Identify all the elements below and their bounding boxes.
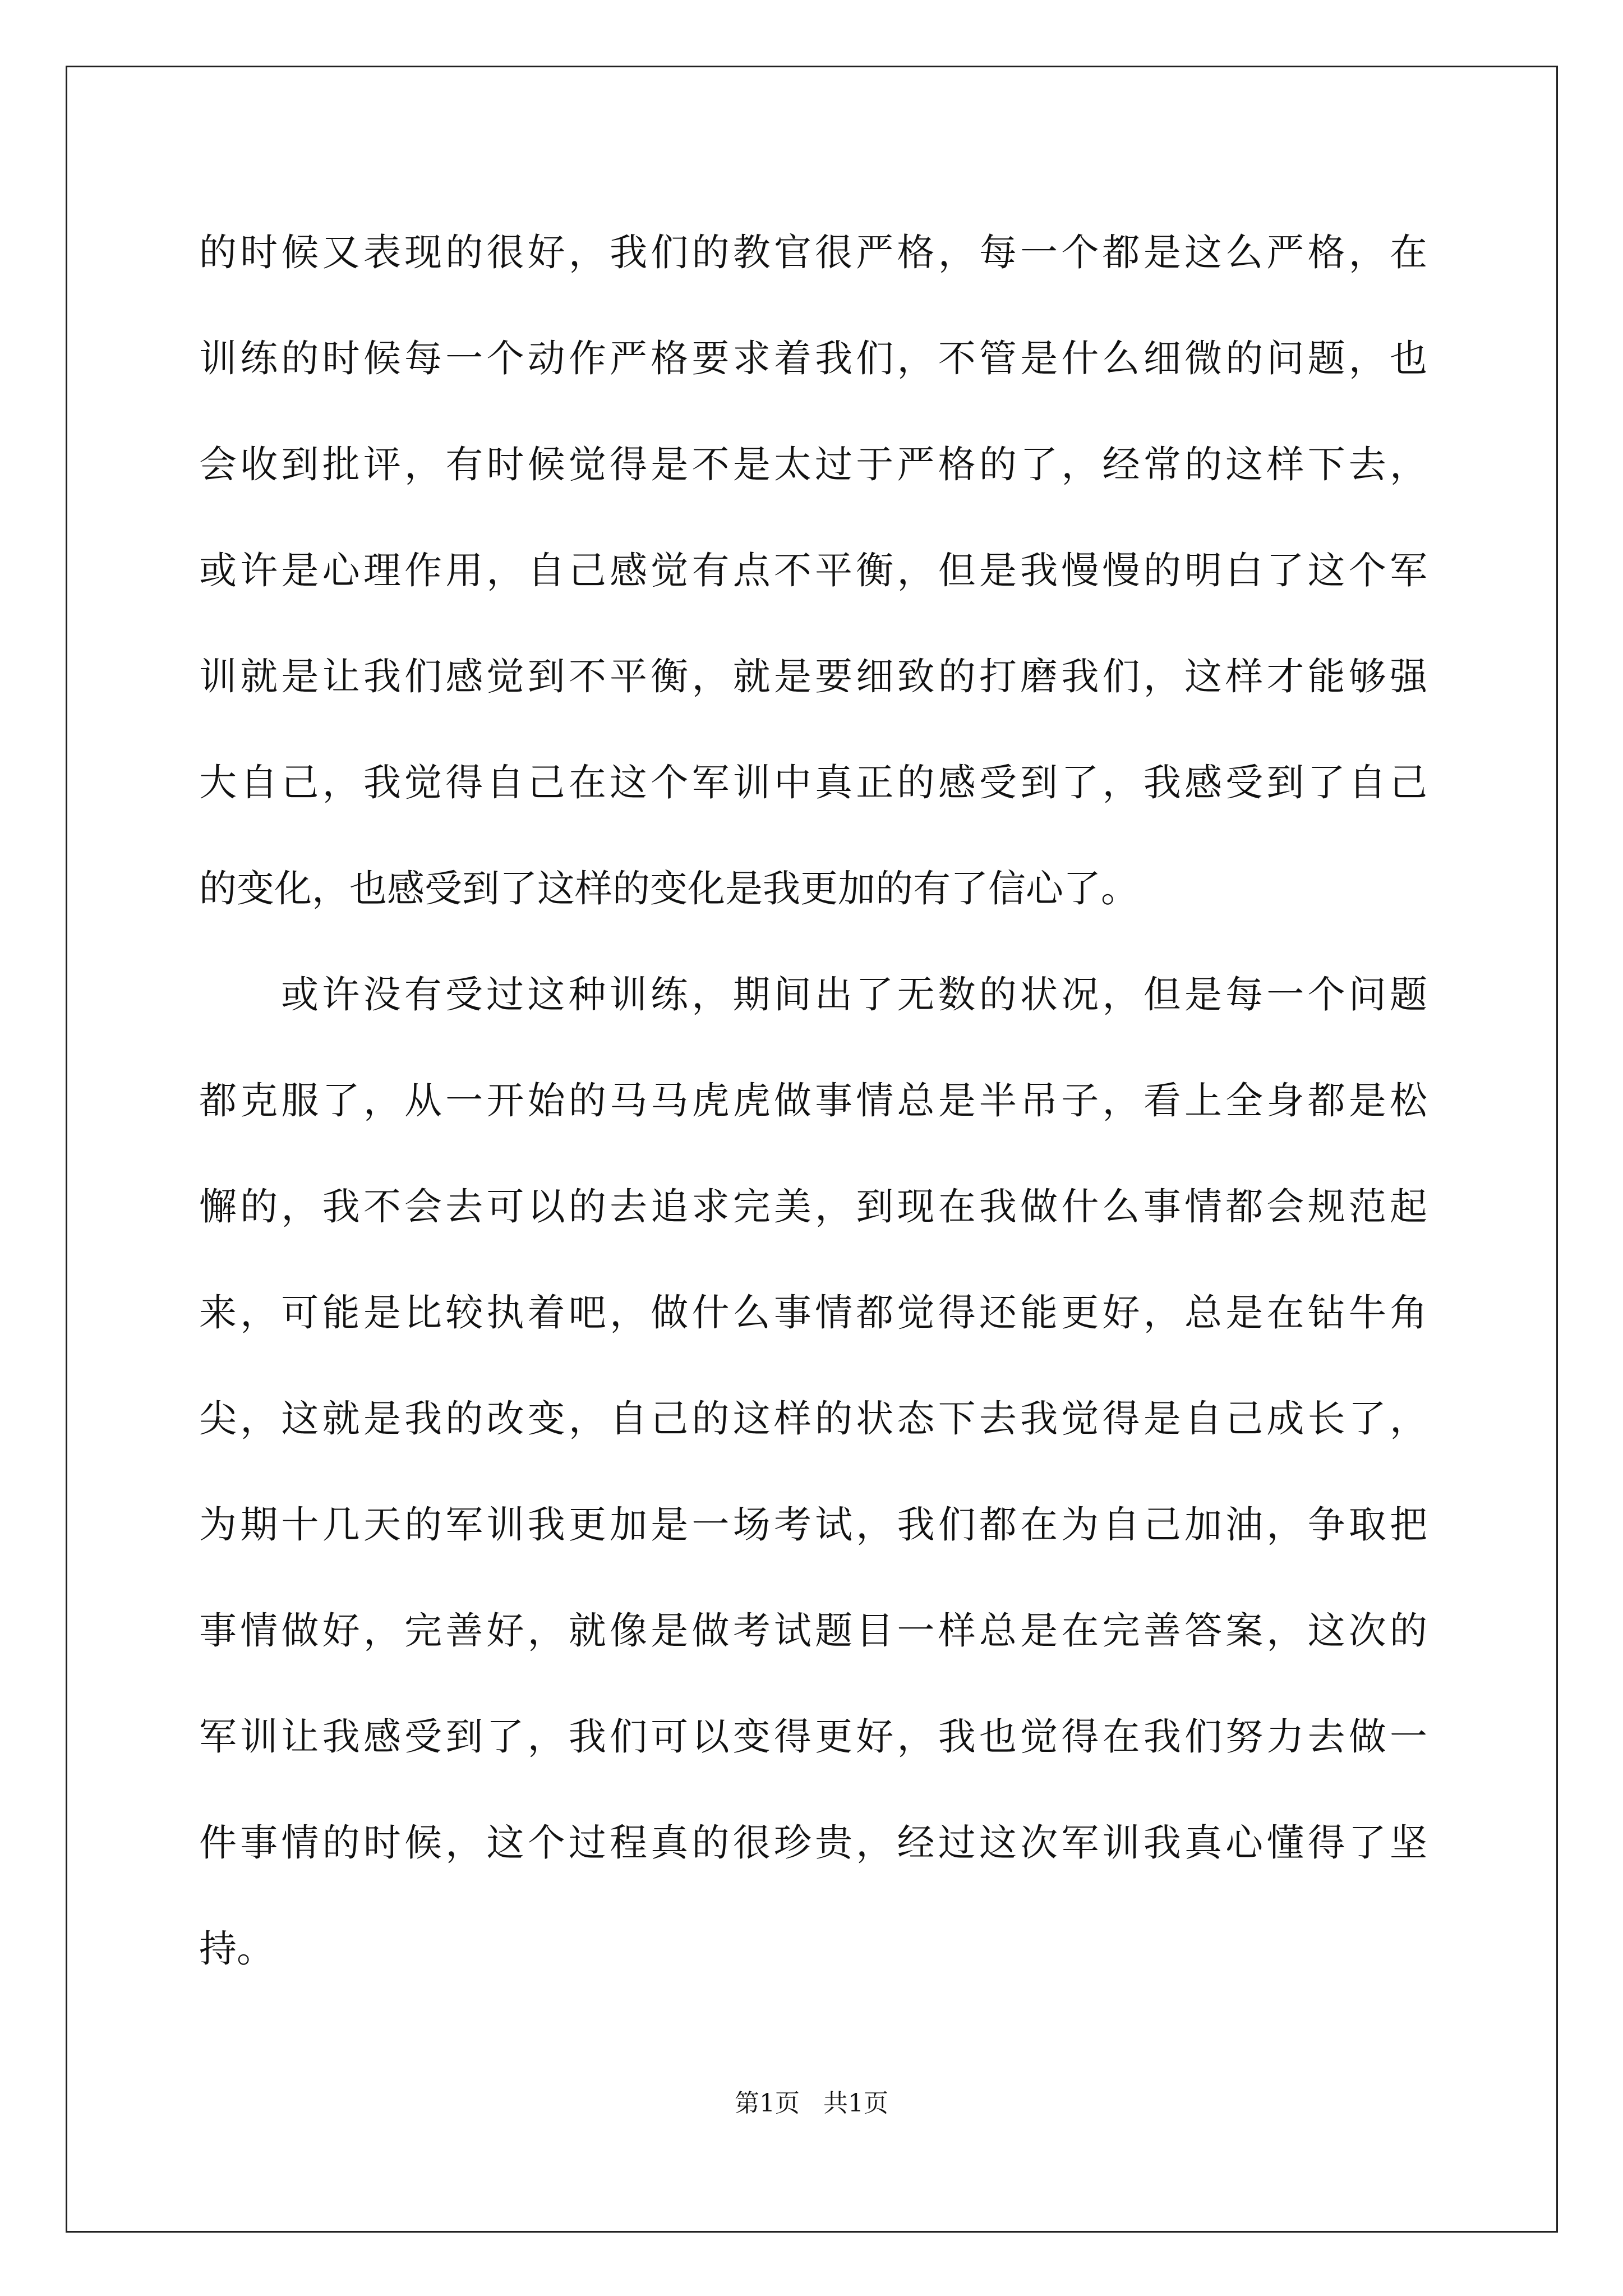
text-line: 或许是心理作用，自己感觉有点不平衡，但是我慢慢的明白了这个军: [199, 549, 1427, 592]
page-border: [66, 66, 1558, 2233]
text-line: 为期十几天的军训我更加是一场考试，我们都在为自己加油，争取把: [199, 1503, 1427, 1547]
text-line: 尖，这就是我的改变，自己的这样的状态下去我觉得是自己成长了，: [199, 1397, 1427, 1441]
text-line: 的变化，也感受到了这样的变化是我更加的有了信心了。: [199, 867, 1138, 910]
text-line: 件事情的时候，这个过程真的很珍贵，经过这次军训我真心懂得了坚: [199, 1821, 1427, 1865]
text-line: 事情做好，完善好，就像是做考试题目一样总是在完善答案，这次的: [199, 1609, 1427, 1653]
text-line: 会收到批评，有时候觉得是不是太过于严格的了，经常的这样下去，: [199, 443, 1427, 486]
page-footer: 第1页 共1页: [735, 2089, 888, 2118]
text-line: 军训让我感受到了，我们可以变得更好，我也觉得在我们努力去做一: [199, 1715, 1427, 1759]
text-line: 或许没有受过这种训练，期间出了无数的状况，但是每一个问题: [281, 973, 1427, 1016]
text-line: 大自己，我觉得自己在这个军训中真正的感受到了，我感受到了自己: [199, 761, 1427, 804]
text-line: 懈的，我不会去可以的去追求完美，到现在我做什么事情都会规范起: [199, 1185, 1427, 1228]
text-line: 的时候又表现的很好，我们的教官很严格，每一个都是这么严格，在: [199, 231, 1427, 274]
text-line: 都克服了，从一开始的马马虎虎做事情总是半吊子，看上全身都是松: [199, 1079, 1427, 1122]
text-line: 来，可能是比较执着吧，做什么事情都觉得还能更好，总是在钻牛角: [199, 1291, 1427, 1335]
text-line: 持。: [199, 1927, 274, 1971]
text-line: 训就是让我们感觉到不平衡，就是要细致的打磨我们，这样才能够强: [199, 655, 1427, 698]
text-line: 训练的时候每一个动作严格要求着我们，不管是什么细微的问题，也: [199, 337, 1427, 380]
